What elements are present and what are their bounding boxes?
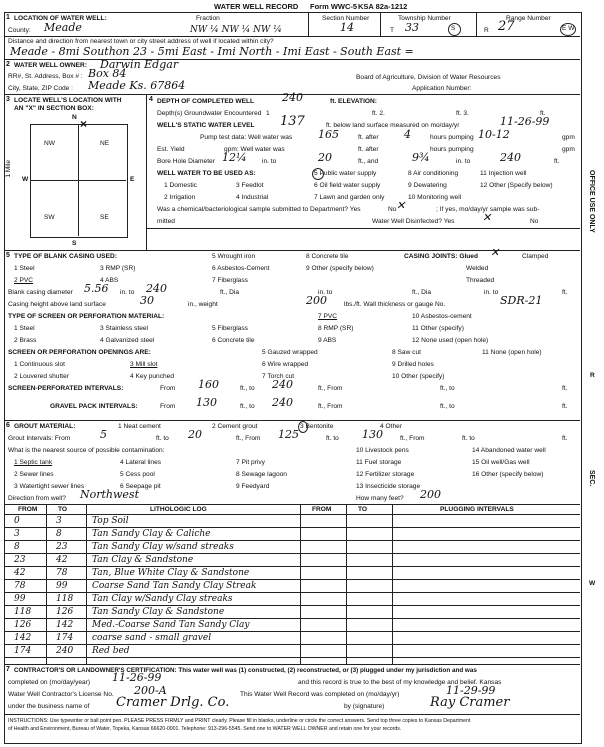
log-cell: coarse sand - small gravel: [92, 633, 212, 643]
log-cell: 142: [56, 620, 74, 630]
s1-label: LOCATION OF WATER WELL:: [14, 15, 107, 22]
owner-value: Darwin Edgar: [100, 58, 179, 71]
log-cell: 174: [14, 646, 32, 656]
log-cell: 42: [56, 555, 68, 565]
fraction-value: NW ¼ NW ¼ NW ¼: [190, 25, 282, 35]
log-cell: 78: [56, 568, 68, 578]
log-cell: 23: [14, 555, 26, 565]
log-cell: Med.-Coarse Sand Tan Sandy Clay: [92, 620, 250, 630]
depth-value: 240: [282, 91, 303, 104]
range-value: 27: [498, 19, 515, 34]
log-cell: 174: [56, 633, 74, 643]
county-value: Meade: [44, 21, 82, 34]
pump-gpm-value: 10-12: [478, 128, 510, 141]
log-cell: 240: [56, 646, 74, 656]
blank-dia-value: 5.56: [84, 282, 109, 295]
log-cell: 42: [14, 568, 26, 578]
log-cell: Top Soil: [92, 516, 129, 526]
log-cell: Tan Sandy Clay & Caliche: [92, 529, 211, 539]
log-cell: 118: [14, 607, 32, 617]
log-cell: 78: [14, 581, 26, 591]
log-cell: 99: [14, 594, 26, 604]
section-value: 14: [340, 21, 354, 34]
log-cell: Tan Sandy Clay & Sandstone: [92, 607, 225, 617]
log-cell: Red bed: [92, 646, 130, 656]
form-title: WATER WELL RECORD: [214, 2, 299, 11]
address-value: Box 84: [88, 67, 127, 80]
log-cell: 3: [56, 516, 62, 526]
log-cell: 8: [14, 542, 20, 552]
pump-value: 165: [318, 128, 339, 141]
log-cell: 99: [56, 581, 68, 591]
log-cell: Coarse Sand Tan Sandy Clay Streak: [92, 581, 257, 591]
log-cell: 3: [14, 529, 20, 539]
log-cell: 118: [56, 594, 74, 604]
log-cell: 126: [56, 607, 74, 617]
distance-value: Meade - 8mi Southon 23 - 5mi East - Imi North - Imi East - South East =: [10, 45, 414, 58]
city-value: Meade Ks. 67864: [88, 79, 186, 92]
log-cell: 126: [14, 620, 32, 630]
log-cell: 23: [56, 542, 68, 552]
log-cell: 142: [14, 633, 32, 643]
log-cell: Tan Sandy Clay w/sand streaks: [92, 542, 234, 552]
log-cell: 8: [56, 529, 62, 539]
log-cell: 0: [14, 516, 20, 526]
township-value: 33: [405, 21, 419, 34]
signature: Ray Cramer: [430, 695, 510, 710]
log-cell: Tan, Blue White Clay & Sandstone: [92, 568, 250, 578]
log-cell: Tan Clay & Sandstone: [92, 555, 194, 565]
log-cell: Tan Clay w/Sandy Clay streaks: [92, 594, 233, 604]
static-date-value: 11-26-99: [500, 115, 550, 128]
well-x-mark: ×: [80, 117, 88, 131]
form-number: Form WWC-5: [310, 2, 358, 11]
static-level-value: 137: [280, 114, 305, 129]
ksa-number: KSA 82a-1212: [358, 2, 408, 11]
